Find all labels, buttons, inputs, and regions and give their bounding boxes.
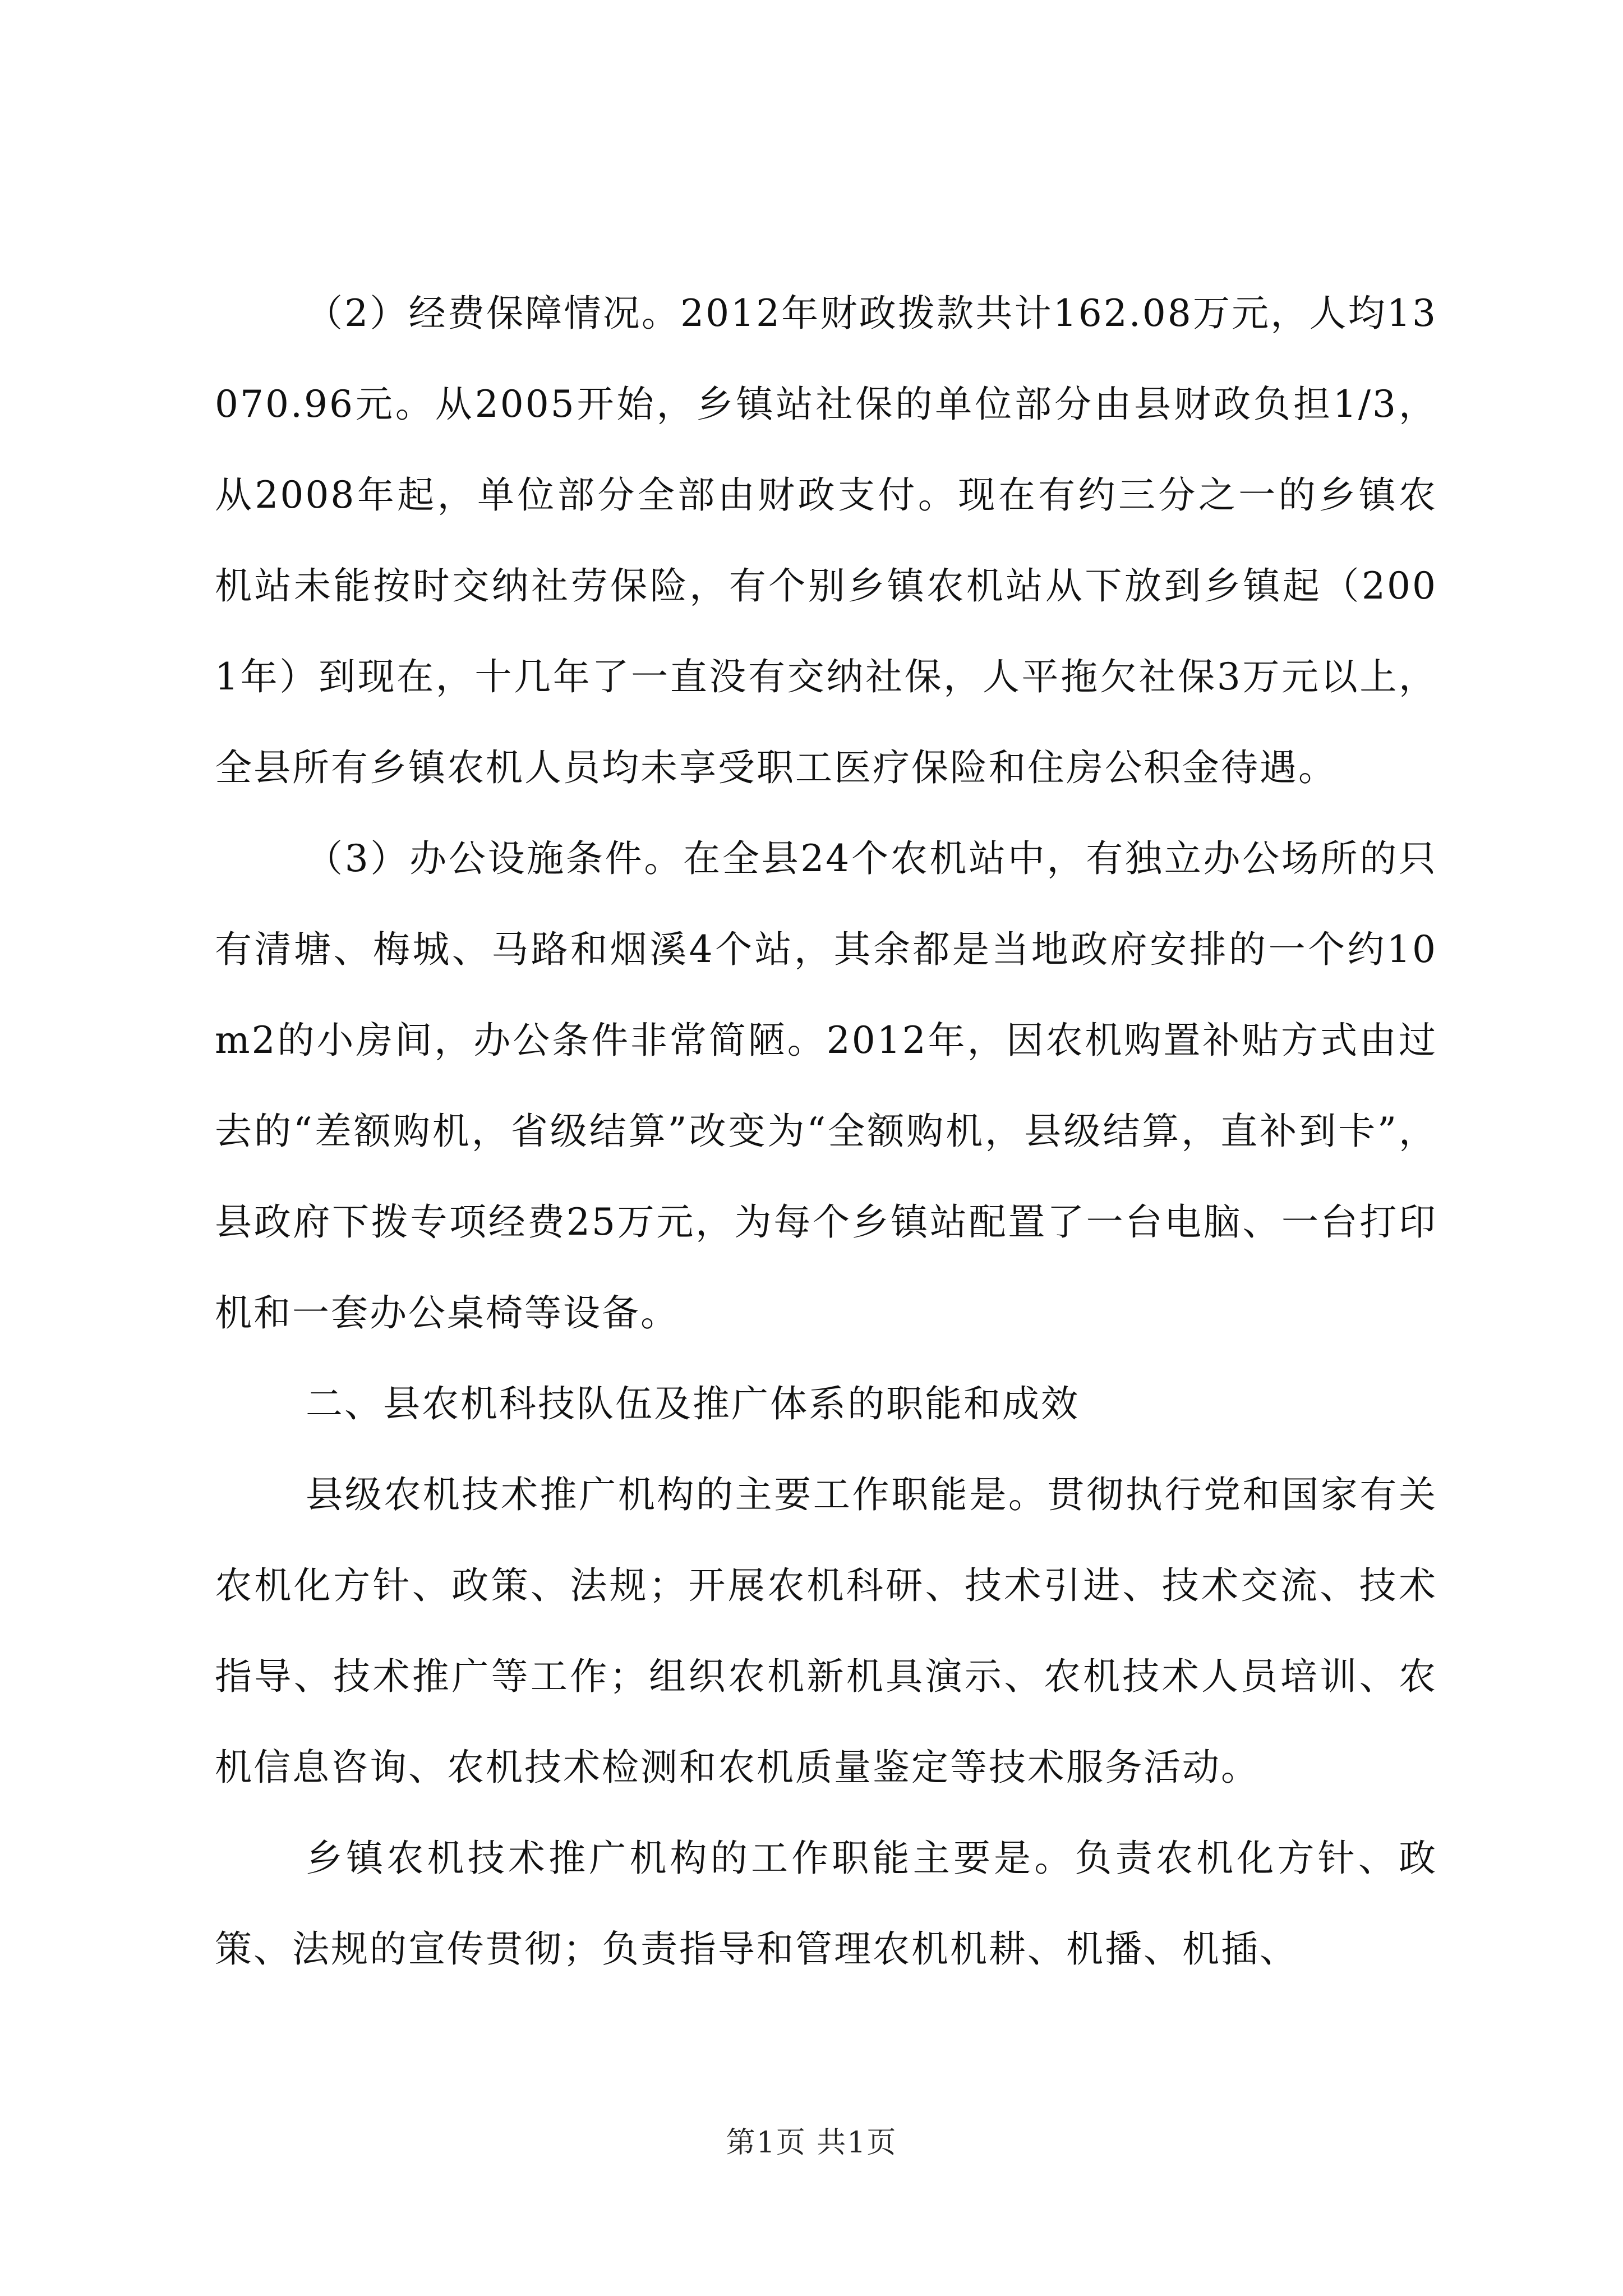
document-body xyxy=(215,268,1437,1995)
paragraph-funding: （2）经费保障情况。2012年财政拨款共计162.08万元，人均13070.96元。从2005开始，乡镇站社保的单位部分由县财政负担1/3，从2008年起，单位部分全部由财政支付。现在有约三分之一的乡镇农机站未能按时交纳社劳保险，有个别乡镇农机站从下放到乡镇起（2001年）到现在，十几年了一直没有交纳社保，人平拖欠社保3万元以上，全县所有乡镇农机人员均未享受职工医疗保险和住房公积金待遇。 xyxy=(215,292,1437,789)
paragraph-office-facilities: （3）办公设施条件。在全县24个农机站中，有独立办公场所的只有清塘、梅城、马路和烟溪4个站，其余都是当地政府安排的一个约10m2的小房间，办公条件非常简陋。2012年，因农机购置补贴方式由过去的“差额购机，省级结算”改变为“全额购机，县级结算，直补到卡”，县政府下拨专项经费25万元，为每个乡镇站配置了一台电脑、一台打印机和一套办公桌椅等设备。 xyxy=(215,837,1437,1335)
paragraph-township-functions: 乡镇农机技术推广机构的工作职能主要是。负责农机化方针、政策、法规的宣传贯彻；负责指导和管理农机机耕、机播、机插、 xyxy=(215,1837,1437,1971)
paragraph-county-functions: 县级农机技术推广机构的主要工作职能是。贯彻执行党和国家有关农机化方针、政策、法规；开展农机科研、技术引进、技术交流、技术指导、技术推广等工作；组织农机新机具演示、农机技术人员培训、农机信息咨询、农机技术检测和农机质量鉴定等技术服务活动。 xyxy=(215,1473,1437,1789)
section-heading: 二、县农机科技队伍及推广体系的职能和成效 xyxy=(306,1382,1080,1425)
page-footer: 第1页 共1页 xyxy=(726,2126,897,2160)
